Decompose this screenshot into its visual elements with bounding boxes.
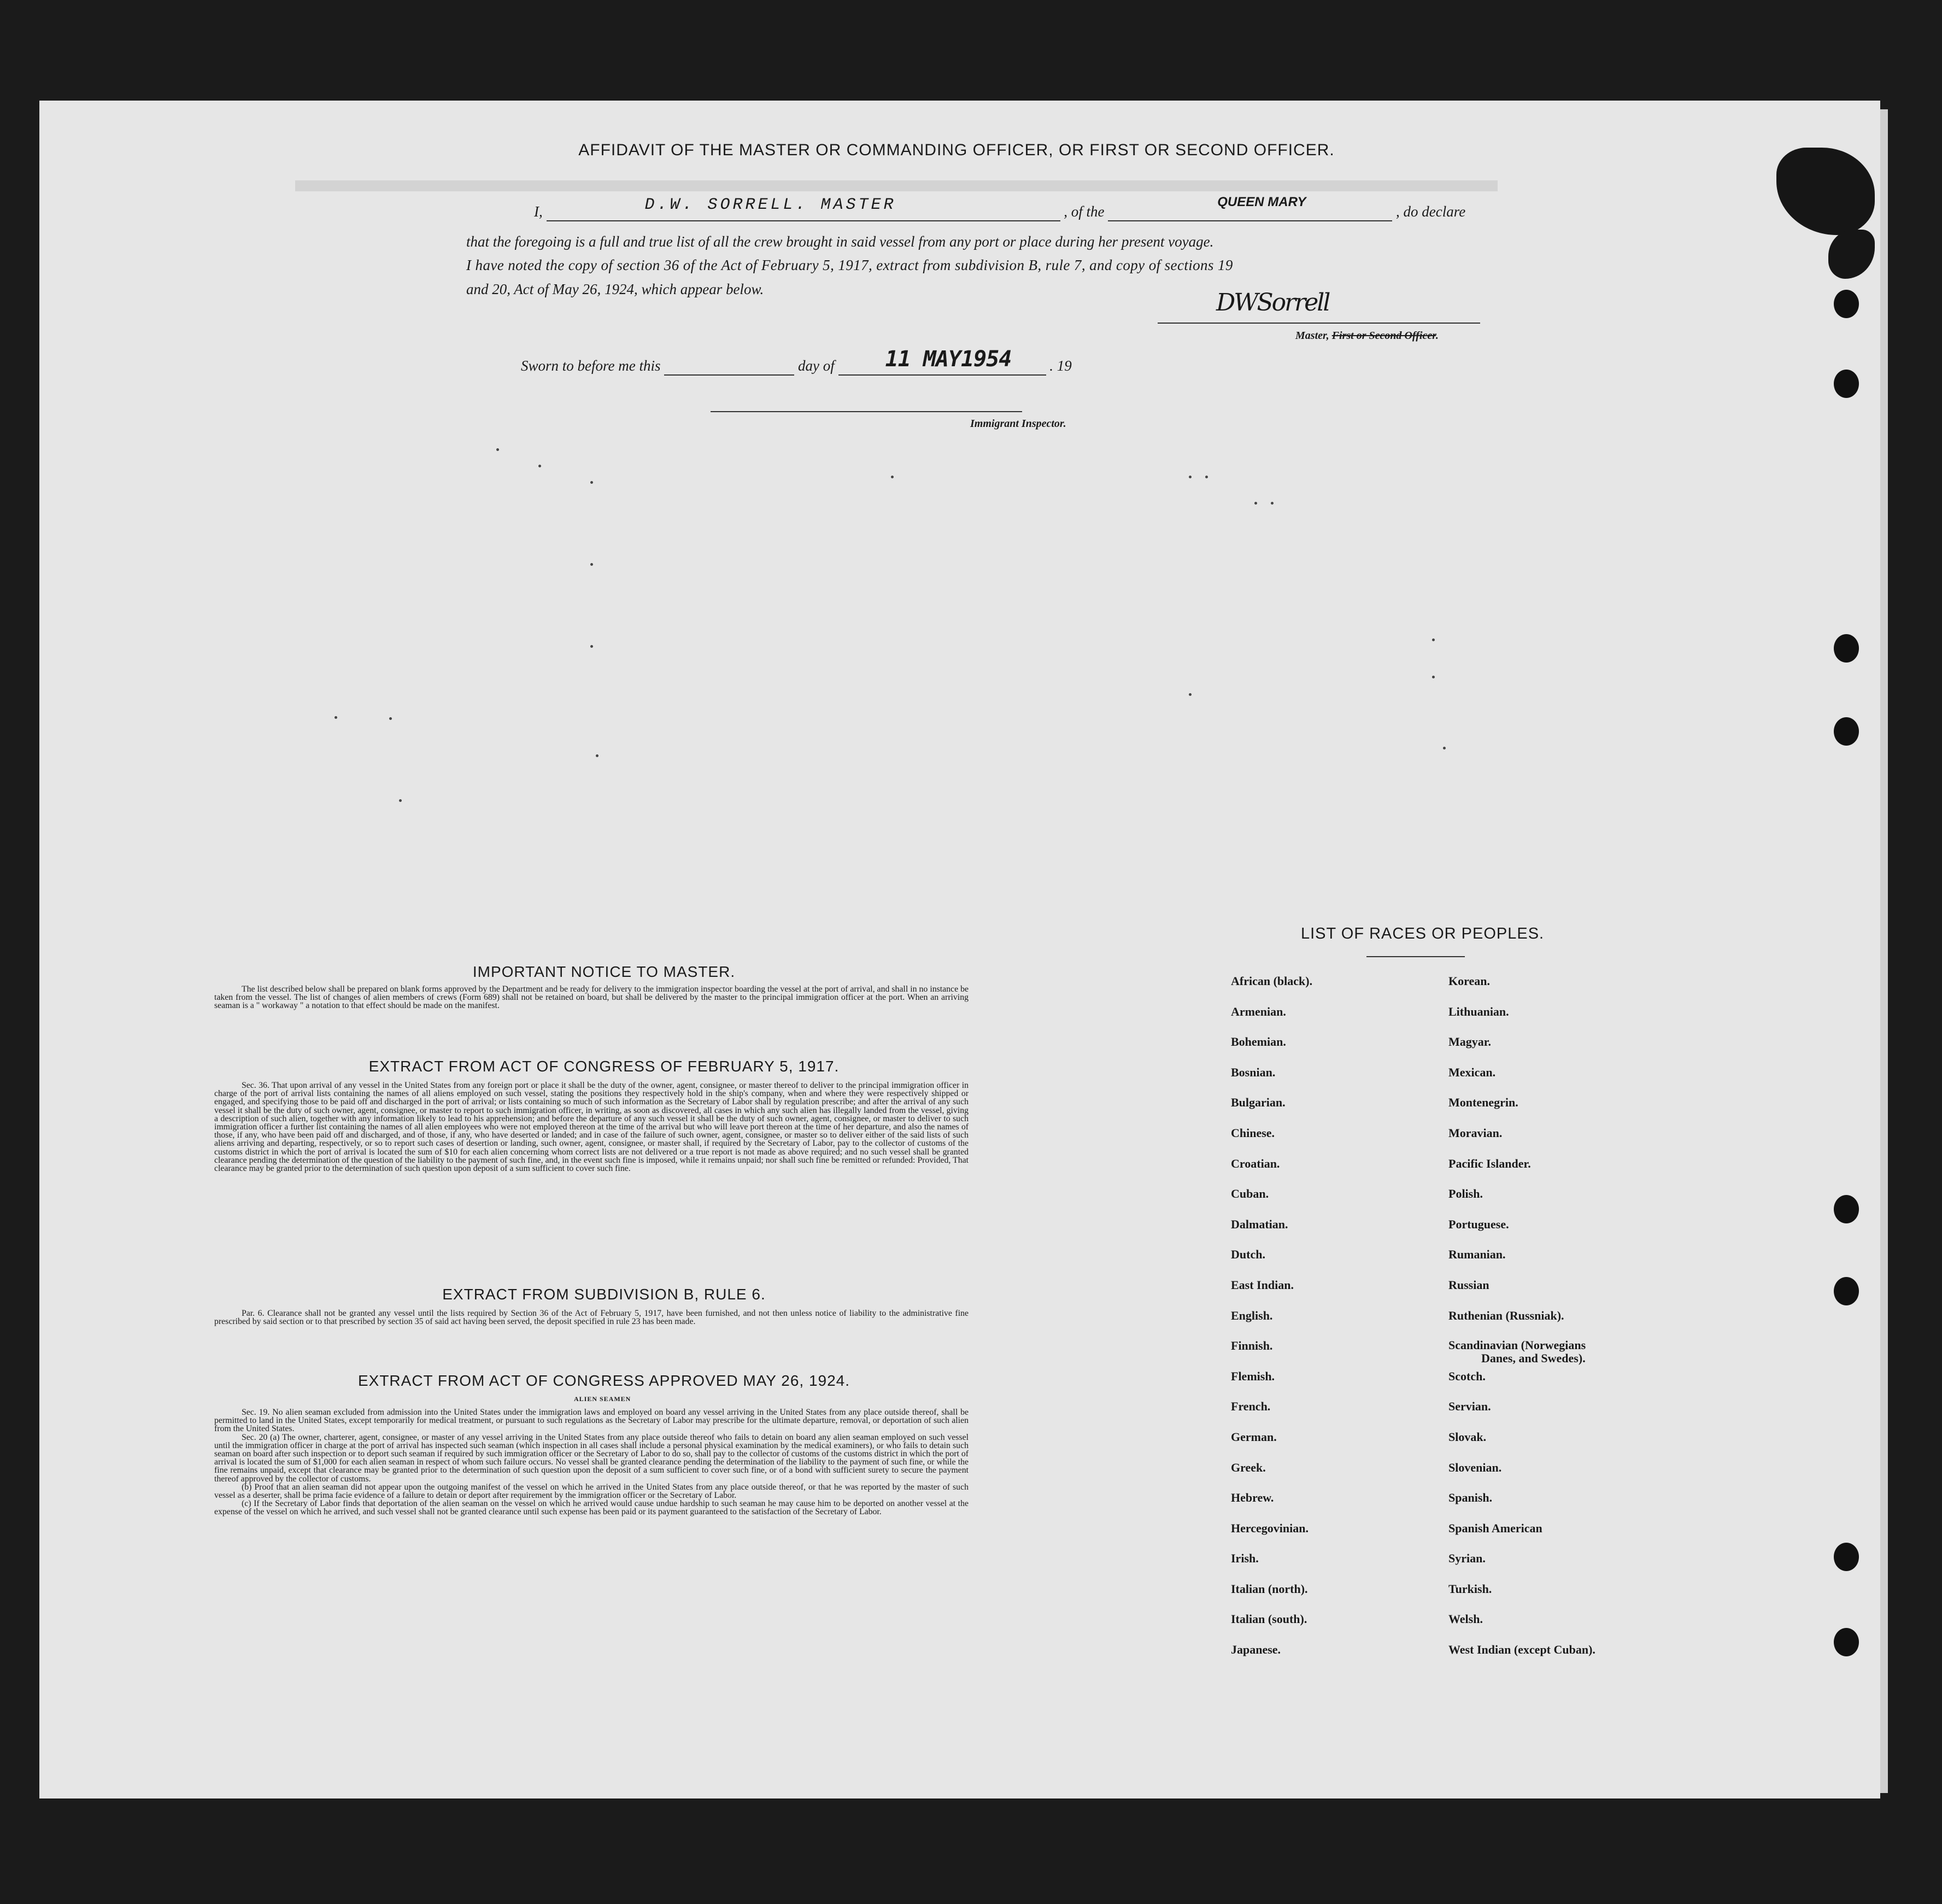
- paper-speck: [596, 754, 599, 757]
- paper-speck: [891, 476, 894, 478]
- sworn-date-field: [838, 347, 1046, 376]
- race-item: French.: [1231, 1399, 1271, 1414]
- race-item: West Indian (except Cuban).: [1448, 1643, 1595, 1657]
- master-signature: DWSorrell: [1216, 289, 1329, 317]
- race-item: Scotch.: [1448, 1369, 1486, 1383]
- paper-speck: [335, 716, 337, 719]
- declaration-line-3: I have noted the copy of section 36 of the Act of February 5, 1917, extract from subdivision B, rule 7, and copy of sections 19: [466, 257, 1233, 273]
- race-item: Bulgarian.: [1231, 1095, 1286, 1110]
- race-item: Hercegovinian.: [1231, 1521, 1309, 1535]
- race-item: Spanish American: [1448, 1521, 1542, 1535]
- master-name: D.W. SORRELL. MASTER: [644, 196, 896, 214]
- notice-text: The list described below shall be prepared on blank forms approved by the Department and be ready for delivery to the immigration inspector boarding the vessel at the port of arrival, and shall in no instance be taken from the vessel. The list of changes of alien members of crews (Form 689) shall not be retained on board, but shall be delivered by the master to the principal immigration officer at the port. When an arriving seaman is a " workaway " a notation to that effect should be made on the manifest.: [214, 985, 969, 1011]
- race-item: Portuguese.: [1448, 1217, 1509, 1231]
- paper-speck: [590, 645, 593, 648]
- punch-hole: [1834, 370, 1859, 398]
- race-item: Montenegrin.: [1448, 1095, 1518, 1110]
- race-item: Cuban.: [1231, 1187, 1269, 1201]
- race-item: African (black).: [1231, 974, 1313, 988]
- race-item-line: Danes, and Swedes).: [1481, 1351, 1586, 1366]
- race-item: Dalmatian.: [1231, 1217, 1288, 1231]
- vessel-name-field: [1108, 195, 1392, 221]
- race-item: Italian (north).: [1231, 1581, 1308, 1596]
- sworn-line: [521, 347, 1072, 376]
- race-item-line: Scandinavian (Norwegians: [1448, 1338, 1586, 1352]
- race-item: Russian: [1448, 1278, 1489, 1292]
- paper-speck: [1432, 638, 1435, 641]
- race-item: German.: [1231, 1430, 1277, 1444]
- paper-speck: [590, 481, 593, 484]
- year-text: . 19: [1049, 358, 1072, 374]
- paper-speck: [1205, 476, 1208, 478]
- inspector-label: Immigrant Inspector.: [970, 418, 1066, 430]
- declaration-line-1: [534, 195, 1466, 221]
- races-column-2: [1448, 974, 1595, 1673]
- race-item: Greek.: [1231, 1460, 1266, 1474]
- race-item: Rumanian.: [1448, 1247, 1506, 1262]
- race-item: Irish.: [1231, 1551, 1259, 1566]
- punch-hole: [1834, 717, 1859, 746]
- declaration-line-2: that the foregoing is a full and true list of all the crew brought in said vessel from any port or place during her present voyage.: [466, 233, 1214, 250]
- section-20b: (b) Proof that an alien seaman did not appear upon the outgoing manifest of the vessel on which he arrived in the United States from any place outside thereof, or that he was reported by the master of such vessel as a deserter, shall be prima facie evidence of a failure to detain or deport after requirement by the immigration officer or the Secretary of Labor.: [214, 1482, 969, 1501]
- master-name-field: [547, 196, 1060, 221]
- declaration-i: I,: [534, 203, 543, 220]
- race-item: Chinese.: [1231, 1126, 1275, 1140]
- punch-hole: [1834, 1277, 1859, 1305]
- inspector-signature-line: [711, 411, 1022, 412]
- sworn-text: Sworn to before me this: [521, 358, 661, 374]
- of-the-text: , of the: [1064, 203, 1105, 220]
- punch-hole: [1834, 290, 1859, 318]
- race-item: Flemish.: [1231, 1369, 1275, 1383]
- signer-title: Master, First or Second Officer.: [1295, 330, 1439, 342]
- paper-speck: [496, 448, 499, 451]
- extract-1924-subtitle: ALIEN SEAMEN: [574, 1395, 631, 1403]
- races-title: LIST OF RACES OR PEOPLES.: [1301, 925, 1545, 942]
- signer-title-master: Master,: [1295, 330, 1329, 342]
- race-item: Turkish.: [1448, 1581, 1492, 1596]
- paper-speck: [1432, 676, 1435, 678]
- section-20a: Sec. 20 (a) The owner, charterer, agent, consignee, or master of any vessel arriving in the United States from any place outside thereof who fails to detain on board any alien seaman employed on such vessel until the immigration officer in charge at the port of arrival has inspected such seaman (which inspection in all cases shall include a personal physical examination by the medical examiners), or who fails to detain such seaman on board after such inspection or to deport such seaman if required by such immigration officer or the Secretary of Labor to do so, shall pay to the collector of customs of the customs district in which the port of arrival is located the sum of $1,000 for each alien seaman in respect of whom such failure occurs. No vessel shall be granted clearance pending the determination of the liability to the payment of such fine, or while the fine remains unpaid, except that clearance may be granted prior to the determination of such question upon the deposit of a sum sufficient to cover such fine, or of a bond with sufficient surety to secure the payment thereof approved by the collector of customs.: [214, 1432, 969, 1484]
- race-item: Mexican.: [1448, 1065, 1496, 1079]
- subdivision-title: EXTRACT FROM SUBDIVISION B, RULE 6.: [442, 1286, 766, 1303]
- day-of-text: day of: [798, 358, 835, 374]
- race-item: Ruthenian (Russniak).: [1448, 1308, 1564, 1322]
- race-item: Lithuanian.: [1448, 1004, 1509, 1018]
- race-item: Slovak.: [1448, 1430, 1487, 1444]
- race-item: Italian (south).: [1231, 1612, 1307, 1626]
- race-item: Korean.: [1448, 974, 1490, 988]
- race-item: English.: [1231, 1308, 1273, 1322]
- extract-1924-text: [214, 1408, 969, 1516]
- do-declare-text: , do declare: [1396, 203, 1466, 220]
- race-item: Polish.: [1448, 1187, 1483, 1201]
- vessel-name: QUEEN MARY: [1217, 195, 1306, 209]
- subdivision-text: Par. 6. Clearance shall not be granted any vessel until the lists required by Section 36 of the Act of February 5, 1917, have been furnished, and not then unless notice of liability to the administrative fine prescribed by said section or to that prescribed by section 35 of said act having been served, the deposit specified in rule 23 has been made.: [214, 1309, 969, 1327]
- race-item: Armenian.: [1231, 1004, 1286, 1018]
- race-item: Spanish.: [1448, 1491, 1493, 1505]
- races-title-underline: [1366, 956, 1465, 957]
- declaration-line-4: and 20, Act of May 26, 1924, which appear below.: [466, 281, 764, 297]
- race-item: Japanese.: [1231, 1643, 1281, 1657]
- paper-speck: [590, 563, 593, 566]
- section-19: Sec. 19. No alien seaman excluded from admission into the United States under the immigration laws and employed on board any vessel arriving in the United States from any place outside thereof, shall be permitted to land in the United States, except temporarily for medical treatment, or pursuant to such regulations as the Secretary of Labor may prescribe for the ultimate departure, removal, or deportation of such alien from the United States.: [214, 1408, 969, 1434]
- paper-speck: [1189, 476, 1192, 478]
- punch-hole: [1834, 1628, 1859, 1656]
- race-item: East Indian.: [1231, 1278, 1294, 1292]
- race-item: Slovenian.: [1448, 1460, 1502, 1474]
- race-item: Bohemian.: [1231, 1035, 1286, 1049]
- race-item: Dutch.: [1231, 1247, 1265, 1262]
- punch-hole: [1834, 1543, 1859, 1571]
- paper-speck: [1271, 502, 1274, 505]
- races-column-1: [1231, 974, 1312, 1673]
- paper-speck: [399, 799, 402, 802]
- punch-hole: [1834, 634, 1859, 663]
- paper-speck: [1254, 502, 1257, 505]
- punch-hole: [1834, 1195, 1859, 1223]
- paper-speck: [389, 717, 392, 720]
- race-item: [1448, 1339, 1595, 1369]
- sworn-day-field: [664, 358, 794, 376]
- signer-title-struck: First or Second Officer: [1331, 330, 1436, 342]
- race-item: Servian.: [1448, 1399, 1491, 1414]
- section-20c: (c) If the Secretary of Labor finds that deportation of the alien seaman on the vessel on which he arrived would cause undue hardship to such seaman he may cause him to be deported on another vessel at the expense of the vessel on which he arrived, and such vessel shall not be granted clearance until such expense has been paid or its payment guaranteed to the satisfaction of the Secretary of Labor.: [214, 1499, 969, 1517]
- date-stamp: 11 MAY1954: [885, 347, 1012, 372]
- extract-1924-title: EXTRACT FROM ACT OF CONGRESS APPROVED MAY 26, 1924.: [357, 1372, 850, 1389]
- race-item: Pacific Islander.: [1448, 1156, 1531, 1170]
- paper-speck: [1189, 693, 1192, 696]
- race-item: Welsh.: [1448, 1612, 1483, 1626]
- notice-title: IMPORTANT NOTICE TO MASTER.: [472, 963, 736, 980]
- race-item: Hebrew.: [1231, 1491, 1274, 1505]
- race-item: Moravian.: [1448, 1126, 1503, 1140]
- signature-line: [1158, 323, 1480, 324]
- paper-speck: [1443, 747, 1446, 749]
- extract-1917-title: EXTRACT FROM ACT OF CONGRESS OF FEBRUARY 5, 1917.: [368, 1058, 840, 1075]
- race-item: Croatian.: [1231, 1156, 1280, 1170]
- race-item: Syrian.: [1448, 1551, 1486, 1566]
- race-item: Finnish.: [1231, 1339, 1273, 1353]
- page-edge: [1880, 109, 1888, 1793]
- extract-1917-text: Sec. 36. That upon arrival of any vessel in the United States from any foreign port or place it shall be the duty of the owner, agent, consignee, or master thereof to deliver to the principal immigration officer in charge of the port of arrival lists containing the names of all aliens employed on such vessel, stating the positions they respectively hold in the ship's company, when and where they were respectively shipped or engaged, and specifying those to be paid off and discharged in the port of arrival; or lists containing so much of such information as the Secretary of Labor shall by regulation prescribe; and after the arrival of any such vessel it shall be the duty of such owner, agent, consignee, or master to report to such immigration officer, in writing, as soon as discovered, all cases in which any such alien has illegally landed from the vessel, giving a description of such alien, together with any information likely to lead to his apprehension; and before the departure of any such vessel it shall be the duty of such owner, agent, consignee, or master to deliver to such immigration officer a further list containing the names of all alien employees who were not employed thereon at the time of the arrival but who will leave port thereon at the time of her departure, and also the names of those, if any, who have been paid off and discharged, and of those, if any, who have deserted or landed; and in case of the failure of such owner, agent, consignee, or master so to deliver either of the said lists of such aliens arriving and departing, respectively, or so to report such cases of desertion or landing, such owner, agent, consignee, or master shall, if required by the Secretary of Labor, pay to the collector of customs of the customs district in which the port of arrival is located the sum of $10 for each alien concerning whom correct lists are not delivered or a true report is not made as above required; and no such vessel shall be granted clearance pending the determination of the question of the liability to the payment of such fine, and, in the event such fine is imposed, while it remains unpaid; nor shall such fine be remitted or refunded: Provided, That clearance may be granted prior to the determination of such question upon deposit of a sum sufficient to cover such fine.: [214, 1081, 969, 1174]
- paper-speck: [538, 465, 541, 467]
- race-item: Bosnian.: [1231, 1065, 1276, 1079]
- race-item: Magyar.: [1448, 1035, 1492, 1049]
- affidavit-title: AFFIDAVIT OF THE MASTER OR COMMANDING OFFICER, OR FIRST OR SECOND OFFICER.: [578, 141, 1335, 159]
